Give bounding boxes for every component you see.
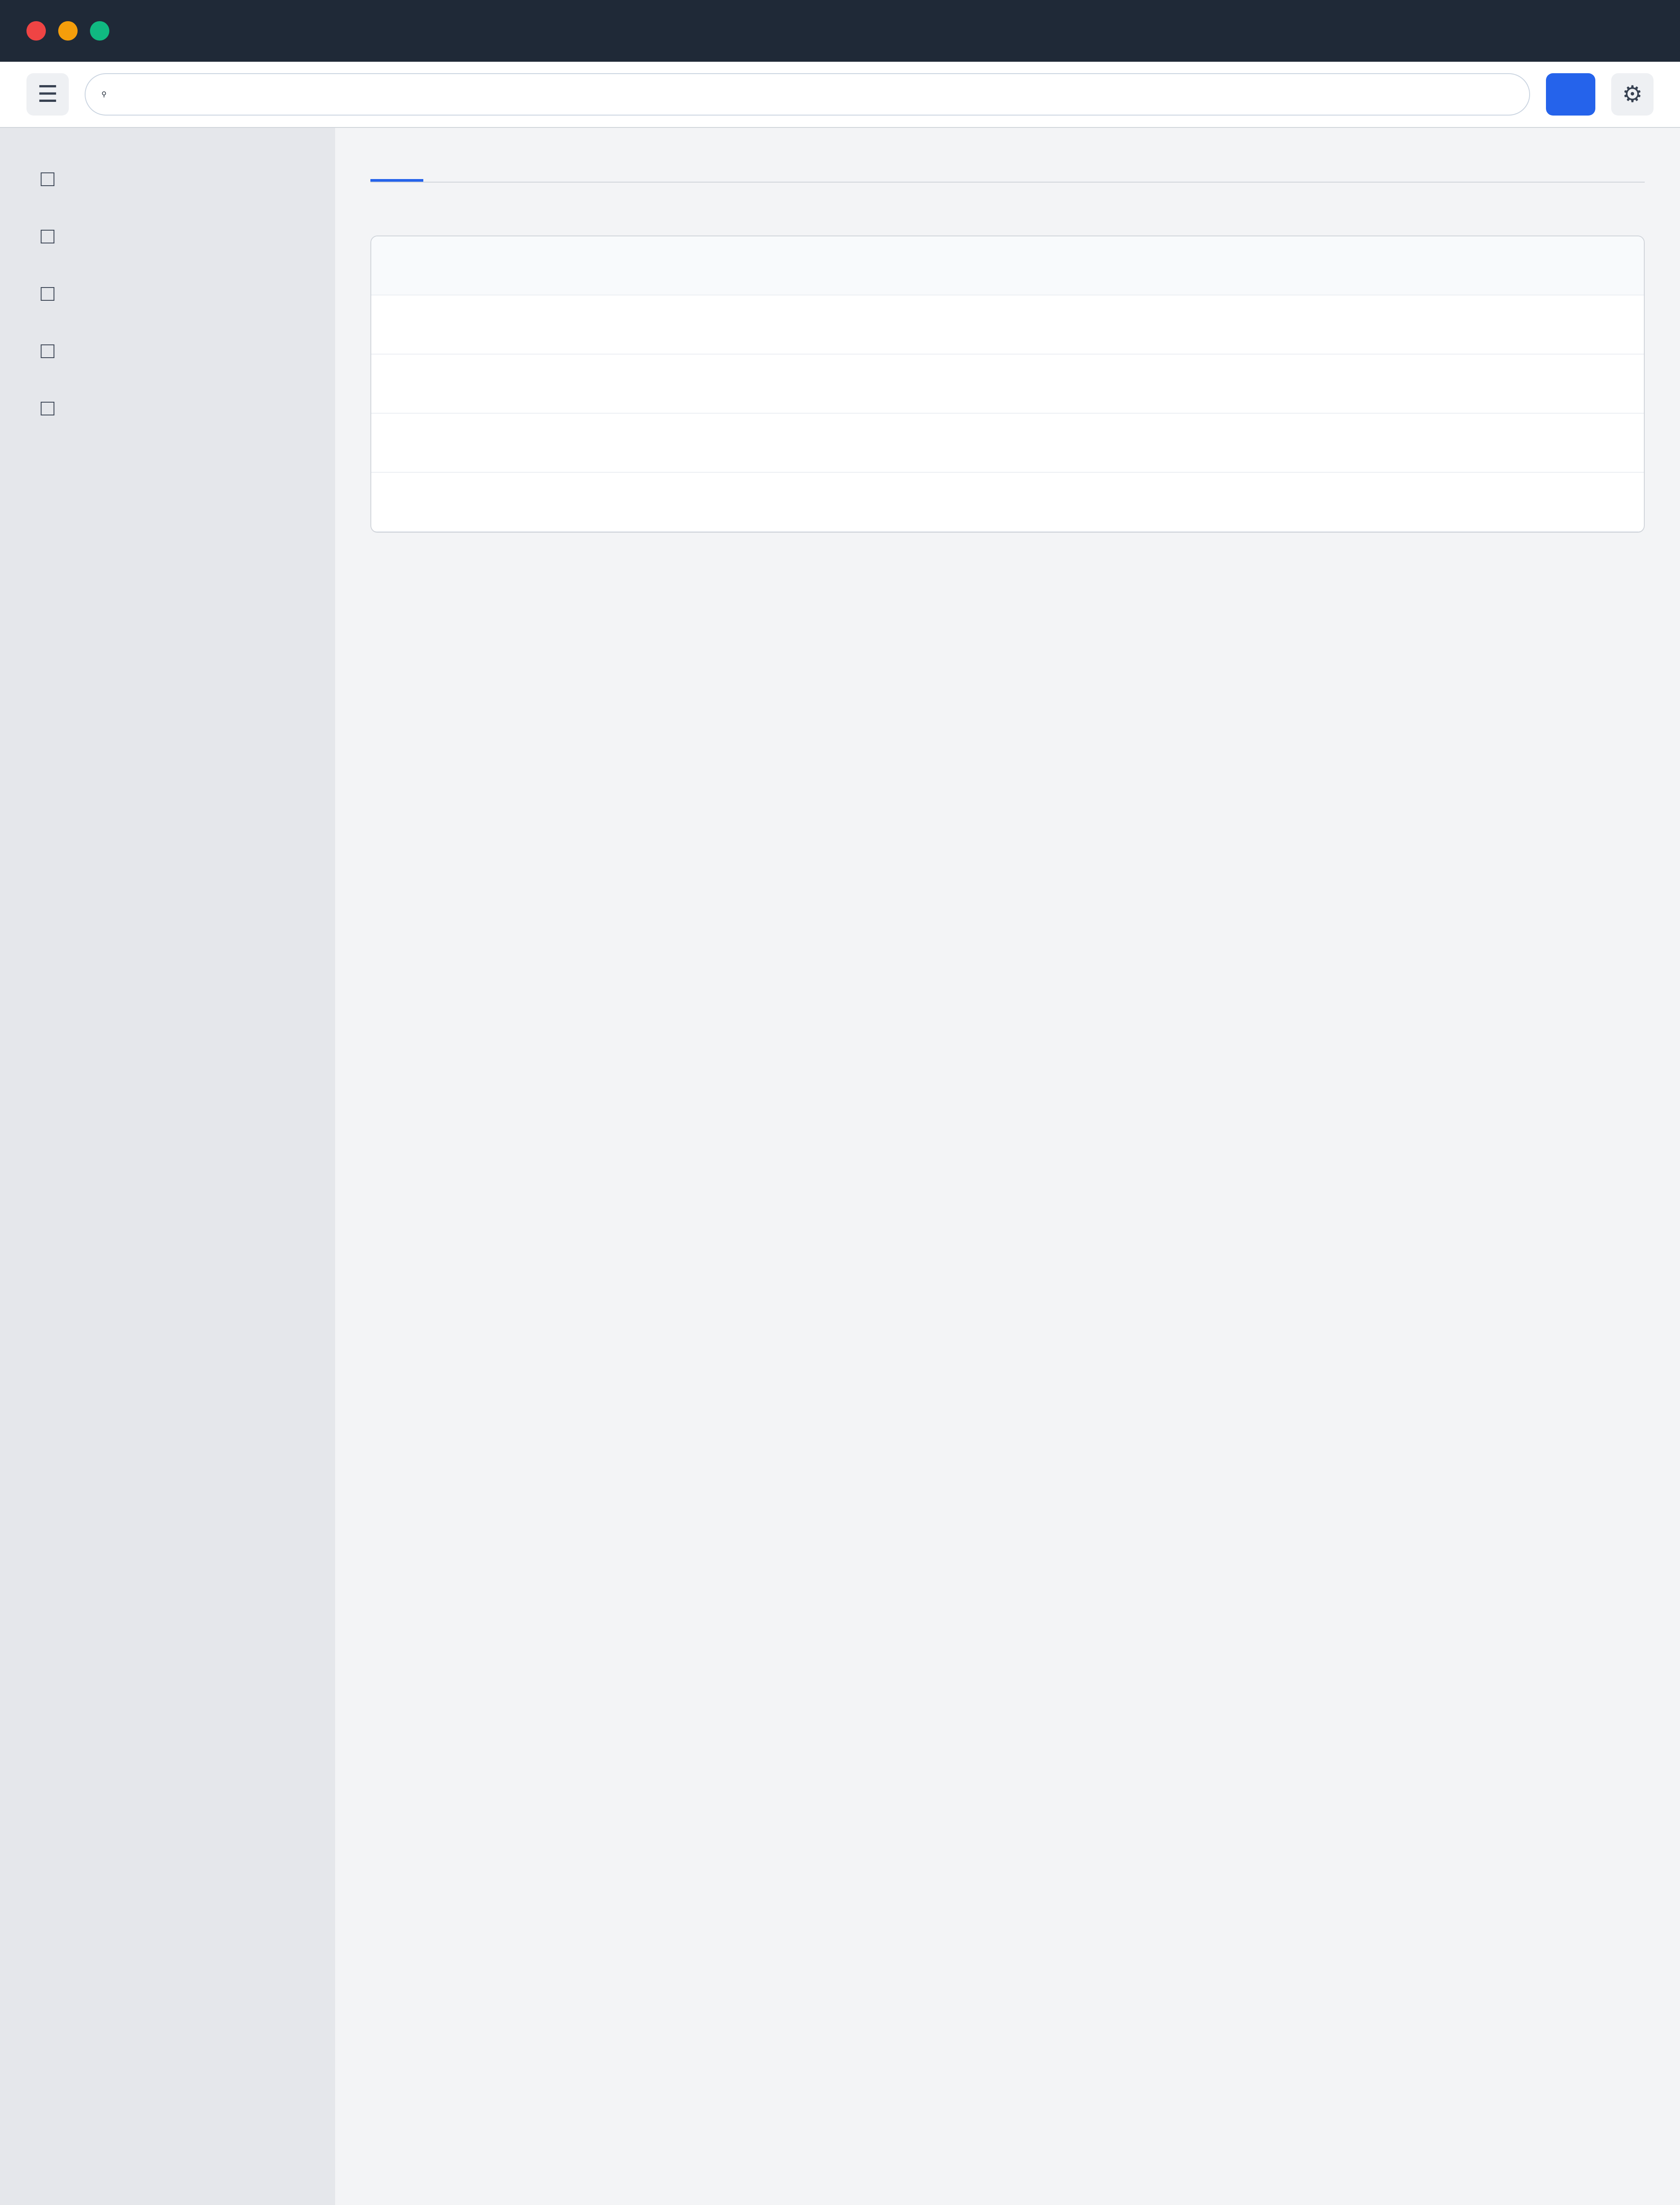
table-cell — [1065, 414, 1355, 472]
menu-icon[interactable]: ☰ — [26, 73, 69, 116]
sidebar-item[interactable] — [0, 322, 335, 379]
table-row[interactable] — [371, 473, 1644, 532]
content-area — [0, 128, 1680, 2205]
column-header[interactable] — [371, 236, 776, 295]
maximize-window-button[interactable] — [90, 21, 109, 41]
table-cell — [776, 355, 1065, 413]
folder-icon: □ — [41, 338, 55, 363]
table-cell — [1355, 414, 1644, 472]
column-header[interactable] — [1065, 236, 1355, 295]
tab[interactable] — [432, 154, 485, 182]
table-cell — [1355, 355, 1644, 413]
window-controls — [26, 21, 109, 41]
search-icon: ⚲ — [101, 91, 107, 98]
primary-action-button[interactable] — [1546, 73, 1595, 116]
table-cell — [776, 295, 1065, 354]
sidebar — [0, 128, 335, 2205]
close-window-button[interactable] — [26, 21, 46, 41]
table-cell — [1355, 473, 1644, 531]
table-cell — [371, 355, 776, 413]
folder-icon: □ — [41, 166, 55, 191]
tab-bar — [370, 154, 1645, 183]
toolbar — [0, 62, 1680, 128]
sidebar-item[interactable] — [0, 207, 335, 265]
folder-icon: □ — [41, 280, 55, 306]
search-input[interactable] — [117, 82, 1513, 107]
table-cell — [1355, 295, 1644, 354]
sidebar-item[interactable] — [0, 150, 335, 207]
sidebar-item[interactable] — [0, 265, 335, 322]
sidebar-item[interactable] — [0, 379, 335, 437]
table-cell — [371, 295, 776, 354]
table-cell — [1065, 295, 1355, 354]
table-row[interactable] — [371, 295, 1644, 355]
table-header-row — [371, 236, 1644, 295]
table-row[interactable] — [371, 355, 1644, 414]
table-cell — [776, 414, 1065, 472]
data-table — [370, 235, 1645, 533]
folder-icon: □ — [41, 223, 55, 249]
search-box[interactable] — [85, 73, 1530, 116]
table-cell — [1065, 473, 1355, 531]
table-cell — [1065, 355, 1355, 413]
minimize-window-button[interactable] — [58, 21, 78, 41]
tab[interactable] — [370, 154, 423, 182]
column-header[interactable] — [1355, 236, 1644, 295]
main-panel — [335, 128, 1680, 2205]
table-row[interactable] — [371, 414, 1644, 473]
table-cell — [776, 473, 1065, 531]
folder-icon: □ — [41, 395, 55, 421]
gear-icon[interactable]: ⚙ — [1611, 73, 1654, 116]
column-header[interactable] — [776, 236, 1065, 295]
table-cell — [371, 473, 776, 531]
tab[interactable] — [494, 154, 547, 182]
title-bar — [0, 0, 1680, 62]
table-cell — [371, 414, 776, 472]
